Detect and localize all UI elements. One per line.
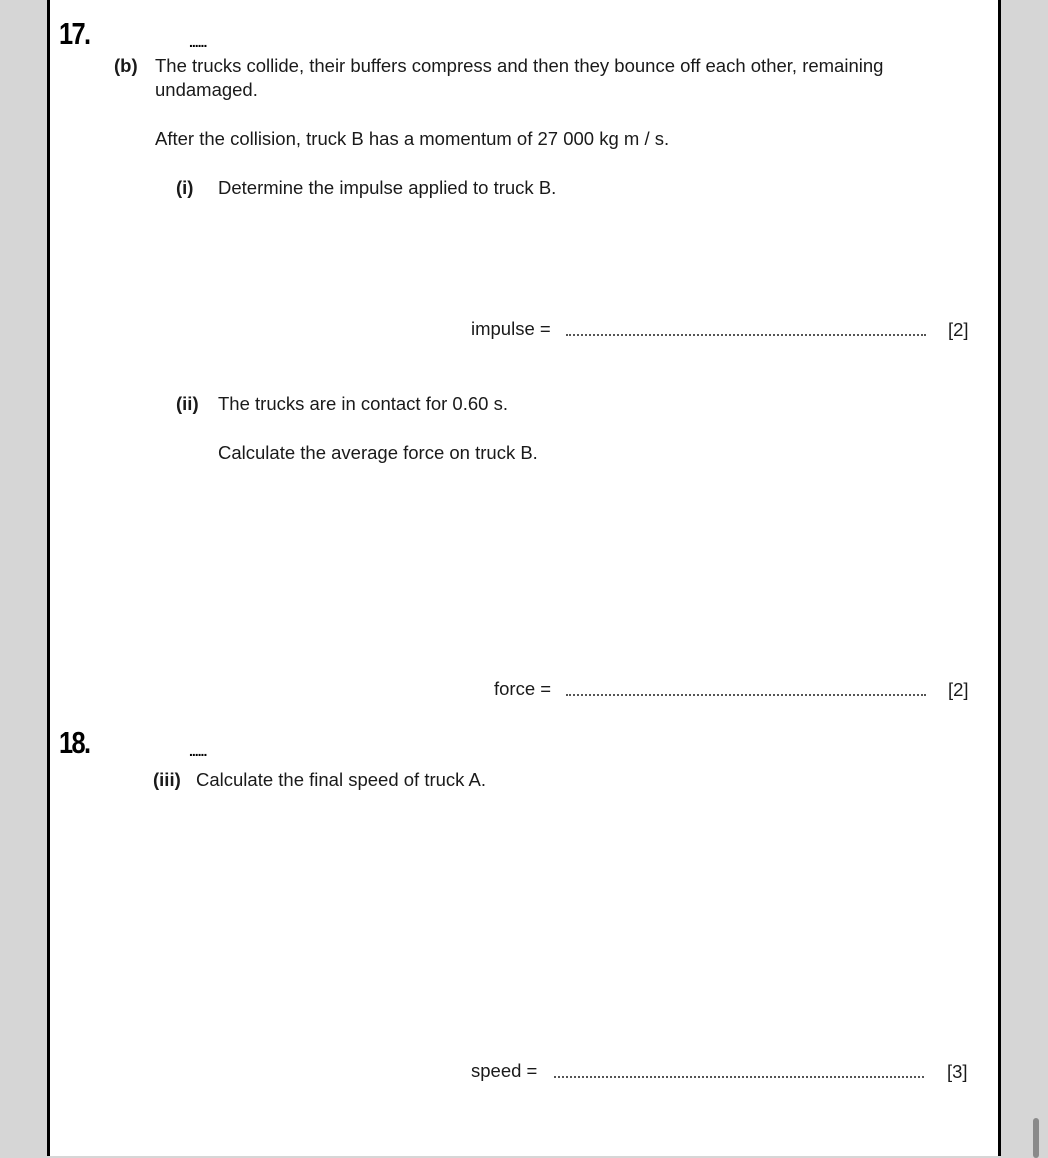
impulse-answer-line[interactable] (566, 334, 926, 336)
impulse-answer-label: impulse = (471, 318, 551, 339)
question-18-ellipsis: ...... (189, 743, 207, 759)
exam-page (47, 0, 1001, 1156)
speed-answer-line[interactable] (554, 1076, 924, 1078)
force-answer-line[interactable] (566, 694, 926, 696)
question-number-17: 17. (59, 16, 90, 51)
part-ii-text: The trucks are in contact for 0.60 s. (218, 393, 508, 414)
part-i-question: Determine the impulse applied to truck B. (218, 177, 557, 198)
part-b-label: (b) (114, 55, 138, 76)
force-answer-label: force = (494, 678, 552, 699)
question-17-ellipsis: ...... (189, 34, 207, 50)
part-ii-label: (ii) (176, 393, 199, 414)
part-iii-label: (iii) (153, 769, 181, 790)
question-number-18: 18. (59, 725, 90, 760)
part-i-label: (i) (176, 177, 194, 198)
speed-marks: [3] (947, 1061, 968, 1082)
part-iii-question: Calculate the final speed of truck A. (196, 769, 487, 790)
part-ii-instruction: Calculate the average force on truck B. (218, 442, 538, 463)
vertical-scrollbar[interactable] (1033, 1118, 1039, 1158)
part-b-text-line2: undamaged. (155, 79, 258, 100)
impulse-marks: [2] (948, 319, 969, 340)
part-b-statement: After the collision, truck B has a momentum of 27 000 kg m / s. (155, 128, 670, 149)
speed-answer-label: speed = (471, 1060, 538, 1081)
force-marks: [2] (948, 679, 969, 700)
part-b-text-line1: The trucks collide, their buffers compress and then they bounce off each other, remaining (155, 55, 884, 76)
